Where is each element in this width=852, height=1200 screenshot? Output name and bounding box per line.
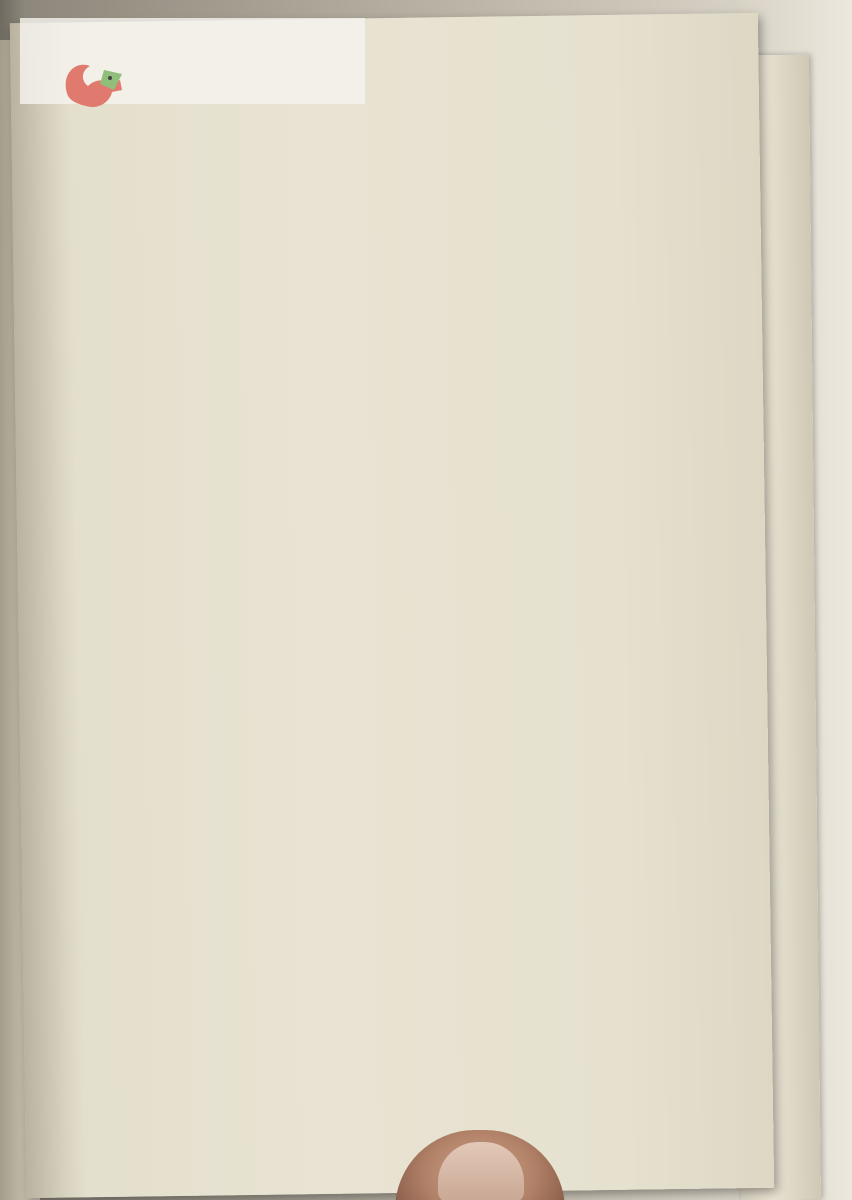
- watermark-banner: [20, 18, 365, 104]
- book-page: [10, 13, 774, 1198]
- table-of-contents: [10, 13, 773, 1123]
- squirrel-logo-icon: [60, 56, 128, 112]
